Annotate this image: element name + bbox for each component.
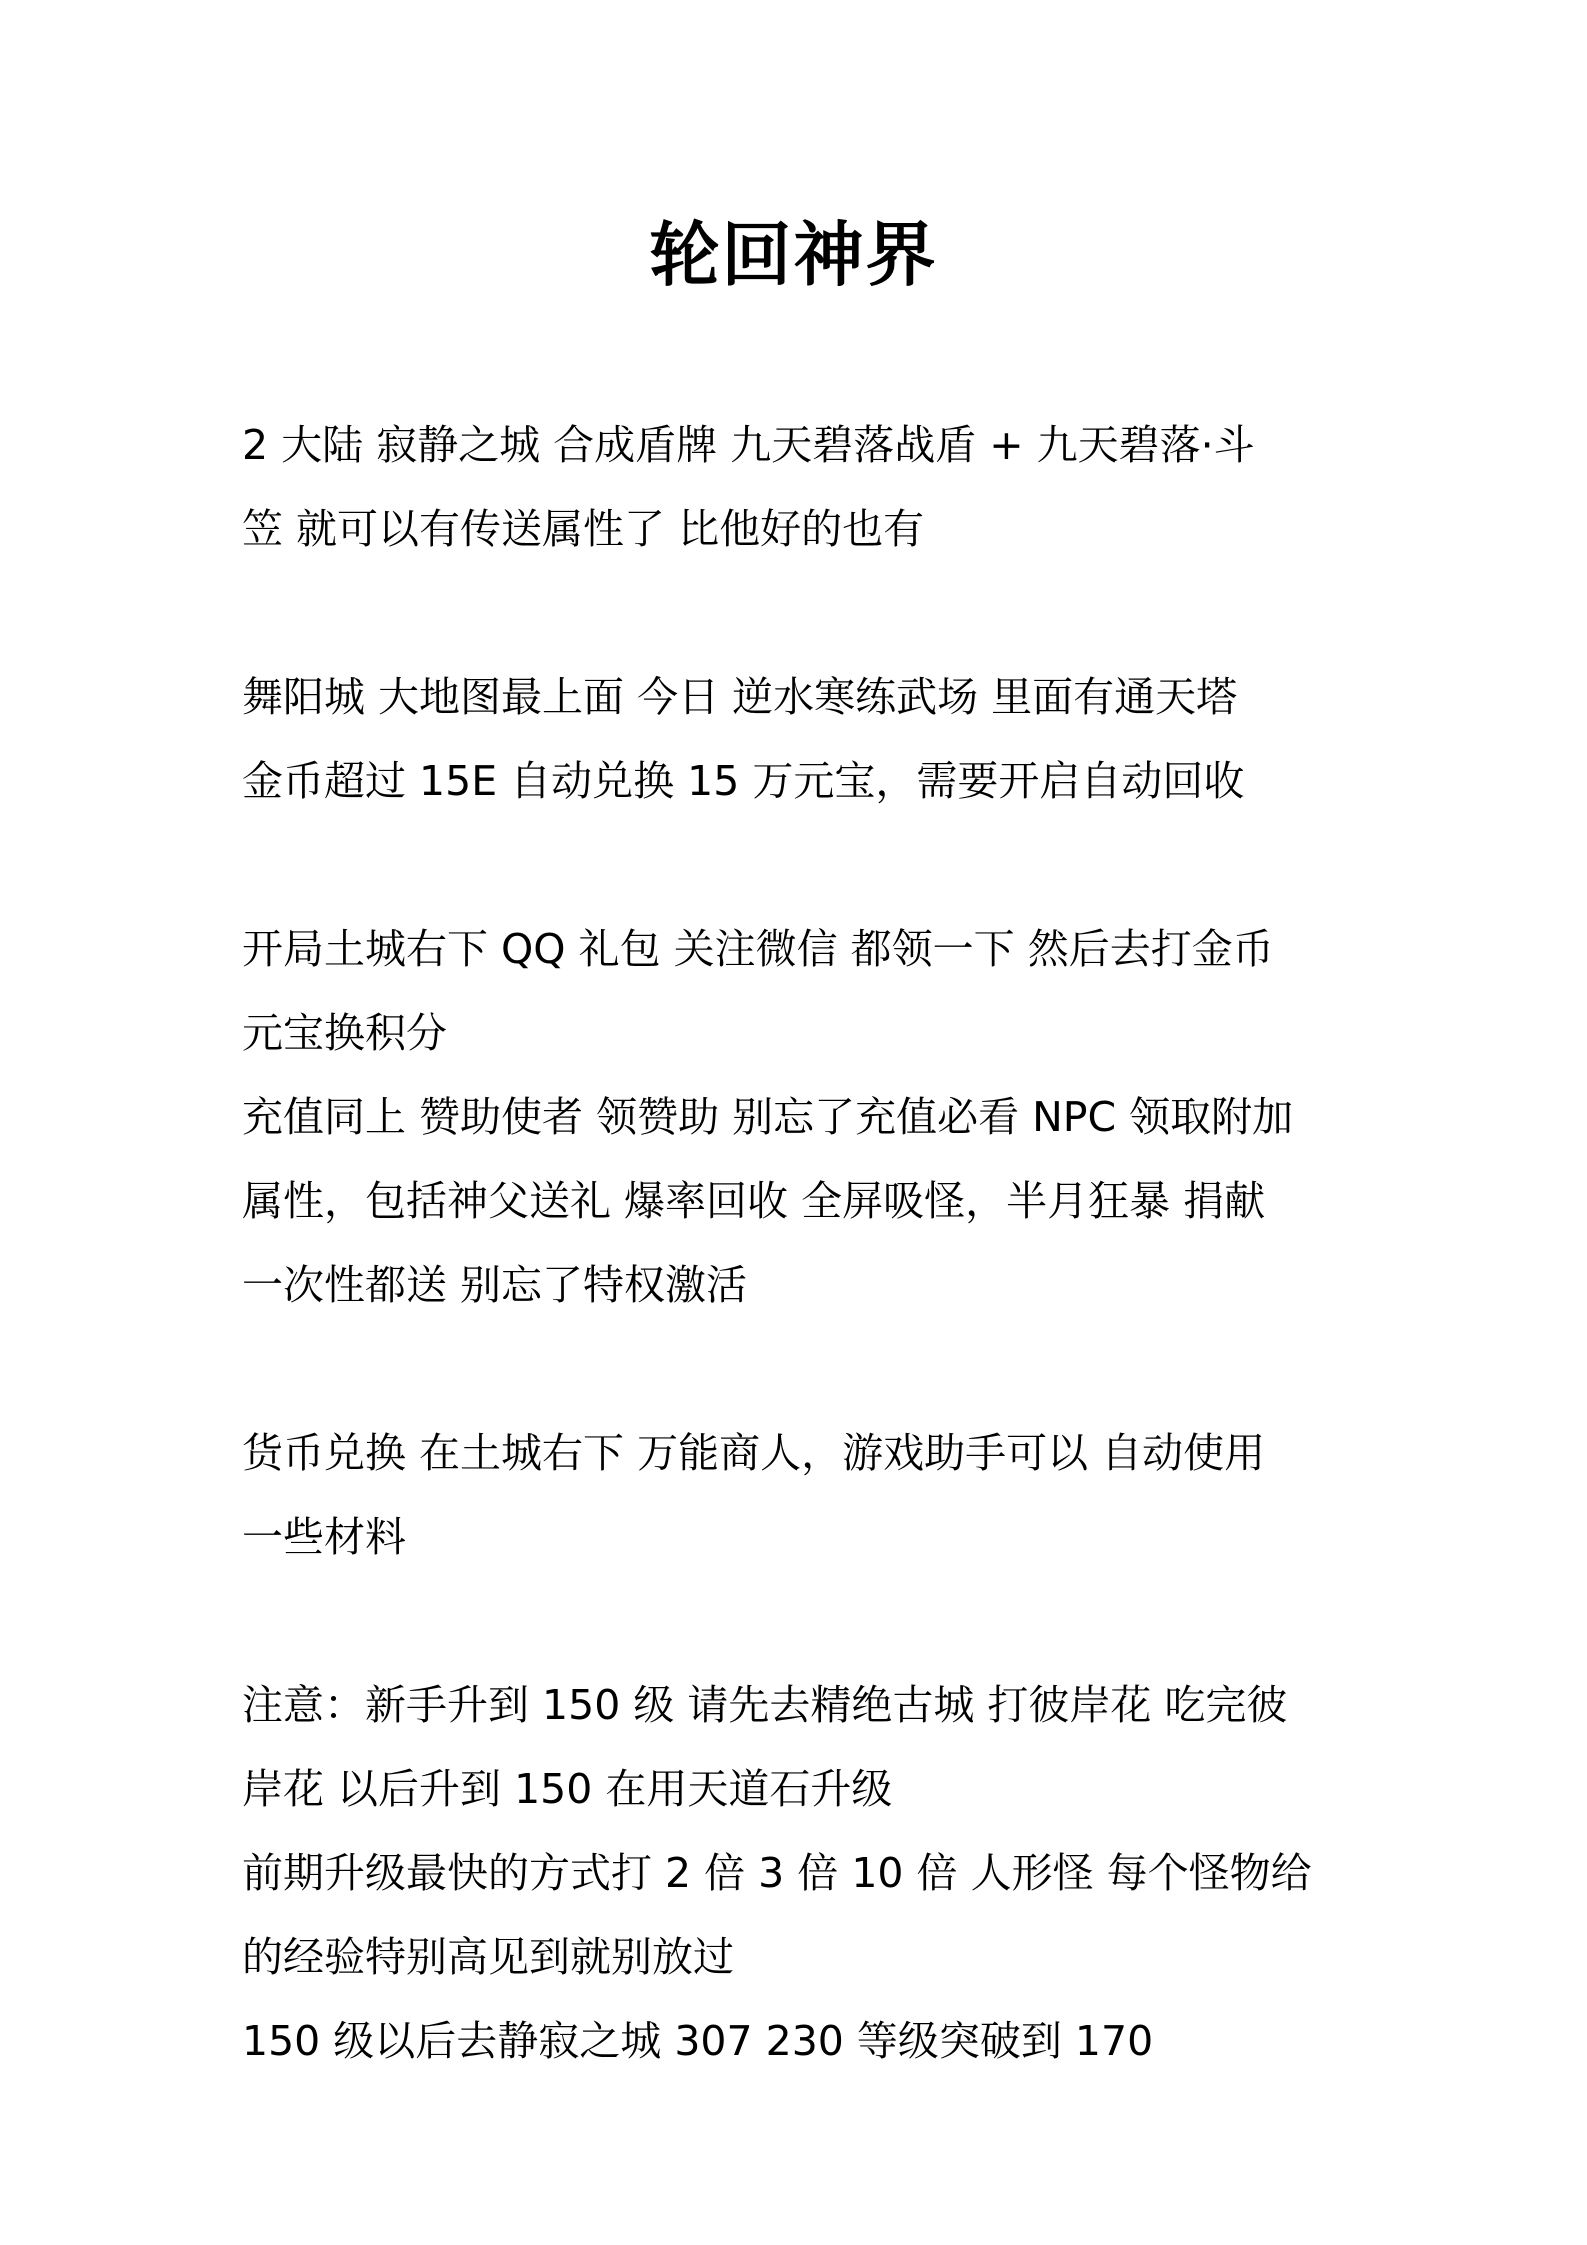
paragraph-line: 岸花 以后升到 150 在用天道石升级 (242, 1765, 893, 1813)
paragraph-line: 属性，包括神父送礼 爆率回收 全屏吸怪，半月狂暴 捐献 (242, 1177, 1266, 1225)
paragraph-line: 货币兑换 在土城右下 万能商人，游戏助手可以 自动使用 (242, 1429, 1266, 1477)
paragraph-line: 注意：新手升到 150 级 请先去精绝古城 打彼岸花 吃完彼 (242, 1681, 1288, 1729)
document-title: 轮回神界 (649, 213, 938, 296)
paragraph-line: 2 大陆 寂静之城 合成盾牌 九天碧落战盾 + 九天碧落·斗 (242, 421, 1255, 469)
paragraph-line: 开局土城右下 QQ 礼包 关注微信 都领一下 然后去打金币 (242, 925, 1274, 973)
paragraph-line: 的经验特别高见到就别放过 (242, 1933, 734, 1981)
paragraph-line: 金币超过 15E 自动兑换 15 万元宝，需要开启自动回收 (242, 757, 1245, 805)
paragraph-line: 一次性都送 别忘了特权激活 (242, 1261, 748, 1309)
paragraph-line: 前期升级最快的方式打 2 倍 3 倍 10 倍 人形怪 每个怪物给 (242, 1849, 1312, 1897)
paragraph-line: 笠 就可以有传送属性了 比他好的也有 (242, 505, 925, 553)
paragraph-line: 一些材料 (242, 1513, 406, 1561)
paragraph-line: 充值同上 赞助使者 领赞助 别忘了充值必看 NPC 领取附加 (242, 1093, 1294, 1141)
paragraph-line: 舞阳城 大地图最上面 今日 逆水寒练武场 里面有通天塔 (242, 673, 1238, 721)
paragraph-line: 元宝换积分 (242, 1009, 447, 1057)
paragraph-line: 150 级以后去静寂之城 307 230 等级突破到 170 (242, 2017, 1154, 2065)
